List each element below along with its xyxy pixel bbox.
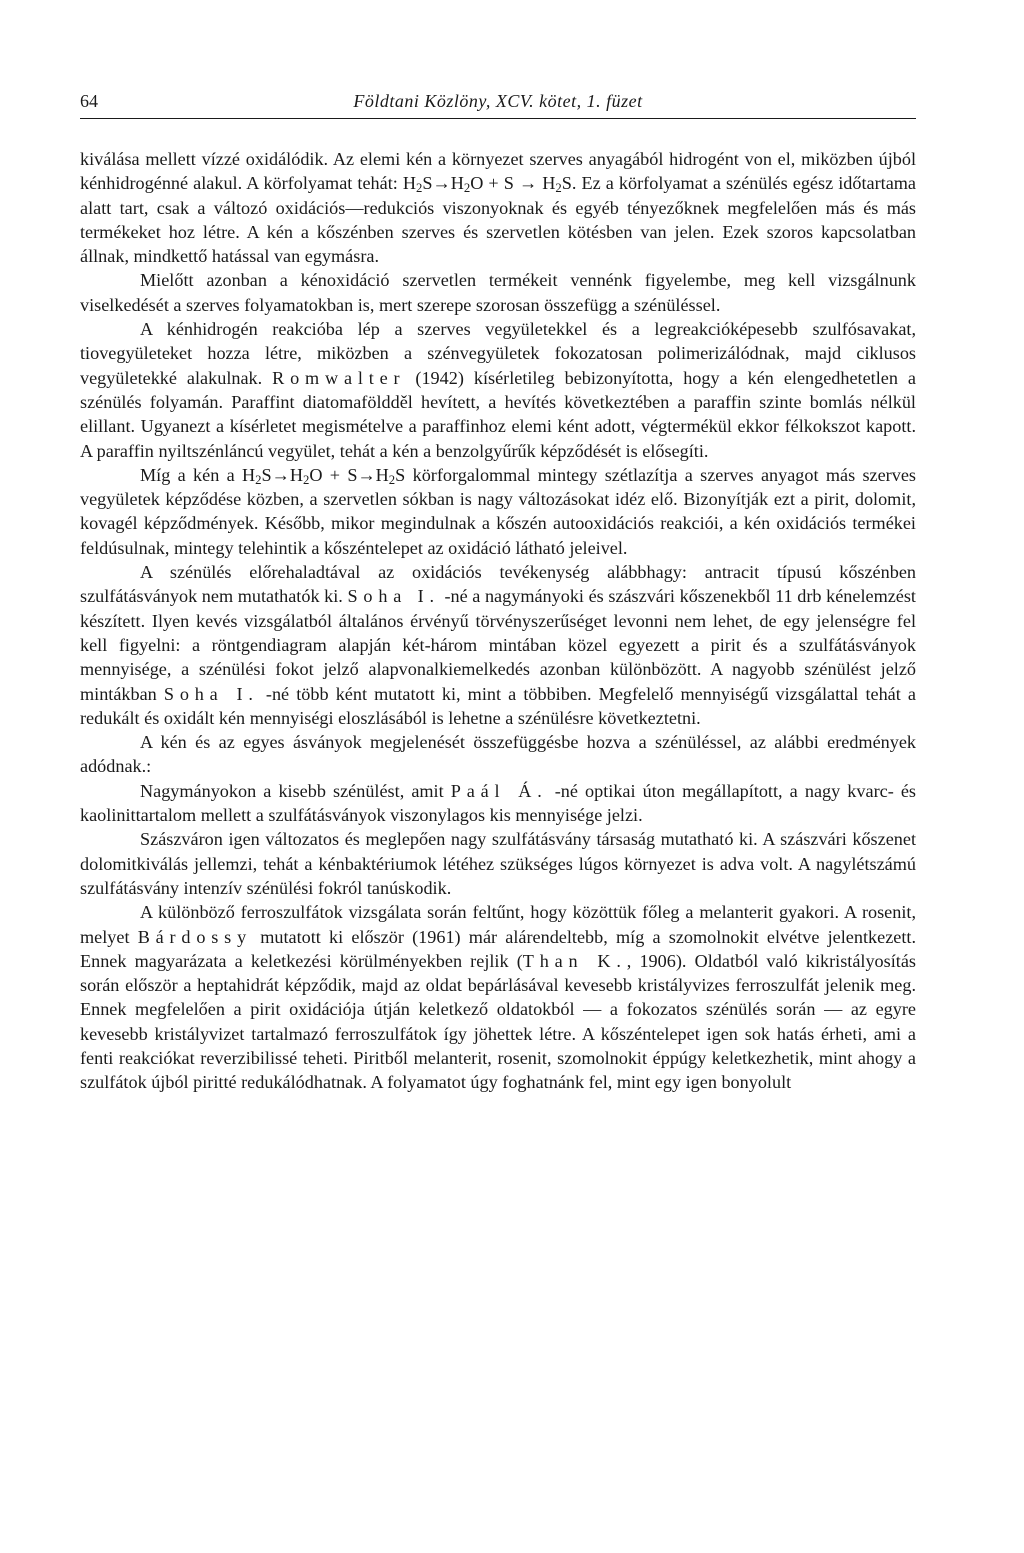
text-run: kiválása mellett vízzé oxidálódik. Az elemi kén a környezet szerves anyagából hidrogént von el, miközben újból kénhidrogénné alakul. A körfolyamat tehát: H	[80, 149, 916, 194]
running-title: Földtani Közlöny, XCV. kötet, 1. füzet	[353, 91, 643, 111]
paragraph-p6	[80, 730, 916, 779]
author-name: Bárdossy	[137, 926, 252, 947]
subscript: 2	[302, 473, 310, 488]
body-text	[80, 147, 916, 1095]
subscript: 2	[388, 473, 396, 488]
text-run: -né több ként mutatott ki, mint a többiben. Megfelelő mennyiségű vizsgálattal tehát a redukált és oxidált kén mennyiségi eloszlásából is lehetne a szénülésre következtetni.	[80, 683, 917, 728]
paragraph-p3	[80, 317, 916, 463]
text-run: , 1906). Oldatból való kikristályosítás során először a heptahidrát képződik, majd az oldat bepárlásával kevesebb kristályvizes ferroszulfát jelenik meg. Ennek megfelelően a pirit oxidációja útján keletkező oldatokból — a fokozatos szénülés során — az egyre kevesebb kristályvizet tartalmazó ferroszulfátok így jöhettek létre. A kőszéntelepet igen sok hatás érheti, ami a fenti reakciókat reverzibilissé teheti. Piritből melanterit, rosenit, szomolnokit éppúgy keletkezhetik, mint ahogy a szulfátok újból piritté redukálódhatnak. A folyamatot úgy foghatnánk fel, mint egy igen bonyolult	[80, 950, 916, 1093]
paragraph-p9	[80, 900, 916, 1094]
text-run: Mielőtt azonban a kénoxidáció szervetlen termékeit vennénk figyelembe, meg kell vizsgálnunk viselkedését a szerves folyamatokban is, mert szerepe szorosan összefügg a szénüléssel.	[80, 270, 916, 315]
paragraph-p5	[80, 560, 916, 730]
header-rule	[80, 118, 916, 119]
text-run: S. Ez a körfolyamat a szénülés egész időtartama alatt tart, csak a változó oxidációs—redukciós viszonyoknak és egyéb tényezőknek megfelelően más és más termékeket hoz létre. A kén a kőszénben szerves és szervetlen kötésben van jelen. Ezek szoros kapcsolatban állnak, mindkettő hatással van egymásra.	[80, 173, 916, 267]
text-run: A különböző ferroszulfátok vizsgálata során feltűnt, hogy közöttük főleg a melanterit gyakori. A rosenit, melyet	[80, 902, 916, 947]
paragraph-p2	[80, 268, 916, 317]
text-run: -né optikai úton megállapított, a nagy kvarc- és kaolinittartalom mellett a szulfátásványok viszonylagos kis mennyisége jelzi.	[80, 780, 916, 826]
paragraph-p4	[80, 463, 916, 560]
text-run: O + S → H	[470, 173, 556, 194]
subscript: 2	[463, 181, 471, 196]
text-run: Míg a kén a H	[140, 464, 256, 485]
subscript: 2	[255, 473, 262, 488]
paragraph-p7	[80, 779, 916, 828]
text-run: -né a nagymányoki és szászvári kőszenekből 11 drb kénelemzést készített. Ilyen kevés vizsgálatból általános érvényű törvényszerűséget levonni nem lehet, de egy jelenségre fel kell figyelni: a röntgendiagram alapján két-három mintában közel egyezett a pirit és a szulfátásványok mennyisége, a szénülési fokot jelző alapvonalkiemelkedés azonban különbözött. A nagyobb szénülést jelző mintákban	[80, 586, 916, 704]
author-name: Soha I.	[163, 683, 259, 704]
subscript: 2	[416, 181, 423, 196]
text-run: S körforgalommal mintegy szétlazítja a szerves anyagot más szerves vegyületek képződése közben, a szervetlen sókban is nagy változásokat idéz elő. Bizonyítják ezt a pirit, dolomit, kovagél képződmények. Később, mikor megindulnak a kőszén autooxidációs reakciói, a kén oxidációs termékei feldúsulnak, mintegy telehintik a kőszéntelepet az oxidáció látható jeleivel.	[80, 464, 916, 558]
text-run: Nagymányokon a kisebb szénülést, amit	[140, 780, 451, 801]
subscript: 2	[555, 181, 562, 196]
page-number: 64	[80, 91, 98, 111]
text-run: S→H	[261, 464, 303, 485]
paragraph-p1	[80, 147, 916, 268]
text-run: O + S→H	[309, 464, 389, 485]
author-name: Paál Á.	[450, 780, 548, 801]
text-run: A szénülés előrehaladtával az oxidációs tevékenység alábbhagy: antracit típusú kőszénben szulfátásványok nem mutathatók ki.	[80, 562, 916, 607]
text-run: A kénhidrogén reakcióba lép a szerves vegyületekkel és a legreakcióképesebb szulfósavakat, tiovegyületeket hozza létre, miközben a szénvegyületek fokozatosan polimerizálódnak, majd ciklusos vegyületekké alakulnak.	[80, 319, 916, 388]
author-name: Romwalter	[272, 367, 406, 388]
text-run: S→H	[422, 173, 464, 194]
running-header	[80, 88, 916, 114]
text-run: Szászváron igen változatos és meglepően nagy szulfátásvány társaság mutatható ki. A szászvári kőszenet dolomitkiválás jellemzi, tehát a kénbaktériumok létéhez szükséges lúgos környezet is adva volt. A nagylétszámú szulfátásvány intenzív szénülési fokról tanúskodik.	[80, 829, 916, 898]
author-name: Soha I.	[347, 586, 440, 607]
text-run: mutatott ki először (1961) már alárendeltebb, míg a szomolnokit elvétve jelentkezett. Ennek magyarázata a keletkezési körülményekben rejlik (	[80, 926, 916, 971]
text-run: (1942) kísérletileg bebizonyította, hogy a kén elengedhetetlen a szénülés folyamán. Paraffint diatomaföldděl hevített, a hevítés következtében a paraffin szinte bomlás nélkül elillant. Ugyanezt a kísérletet megismételve a paraffinhoz elemi ként adott, végtermékül ekkor félkokszot kapott. A paraffin nyiltszénláncú vegyület, tehát a kén a benzolgyűrűk képződését is elősegíti.	[80, 367, 916, 461]
author-name: Than K.	[522, 950, 627, 971]
text-run: A kén és az egyes ásványok megjelenését összefüggésbe hozva a szénüléssel, az alábbi eredmények adódnak.:	[80, 732, 916, 777]
paragraph-p8	[80, 827, 916, 900]
